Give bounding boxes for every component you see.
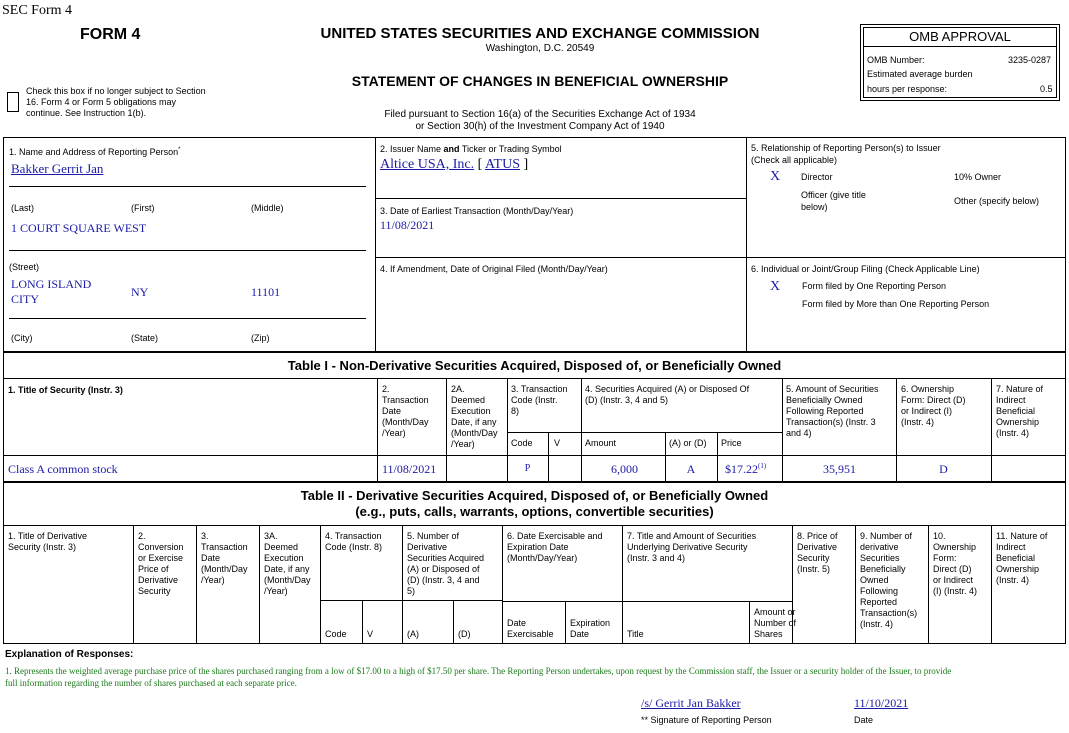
- t1-row-title: Class A common stock: [8, 462, 118, 476]
- agency-location: Washington, D.C. 20549: [485, 43, 595, 54]
- director-check-mark: X: [770, 169, 781, 184]
- t1-col-title: 1. Title of Security (Instr. 3): [8, 385, 123, 395]
- t2-sub-date-exercisable: Date Exercisable: [507, 618, 554, 639]
- officer-label-1: Officer (give title: [801, 190, 866, 200]
- zip-label: (Zip): [251, 333, 270, 343]
- t1-sub-amount: Amount: [585, 438, 617, 448]
- t1-col-acquired: 4. Securities Acquired (A) or Disposed Of (D) (Instr. 3, 4 and 5): [585, 384, 750, 405]
- state-label: (State): [131, 333, 159, 343]
- sec-form-label: SEC Form 4: [2, 3, 73, 18]
- t1-row-a-or-d: A: [686, 462, 696, 476]
- filing-label: 6. Individual or Joint/Group Filing (Check Applicable Line): [751, 264, 980, 274]
- signature-value: /s/ Gerrit Jan Bakker: [641, 696, 741, 710]
- omb-title: OMB APPROVAL: [909, 29, 1011, 44]
- table-1-title: Table I - Non-Derivative Securities Acquired, Disposed of, or Beneficially Owned: [287, 358, 782, 373]
- explanation-note-1: 1. Represents the weighted average purchase price of the shares purchased ranging from a low of $17.00 to a high of $17.50 per share. The Reporting Person undertakes, upon request by the Commission staff, the Issuer or a security holder of the Issuer, to provide full information regarding the number of shares purchased at each separate price.: [5, 666, 952, 688]
- t1-col-nature: 7. Nature of Indirect Beneficial Ownership (Instr. 4): [996, 384, 1044, 438]
- t2-sub-expiration: Expiration Date: [570, 618, 611, 639]
- state-value: NY: [131, 285, 149, 299]
- omb-burden-label1: Estimated average burden: [867, 69, 973, 79]
- earliest-transaction-date: 11/08/2021: [380, 218, 435, 232]
- t2-sub-title: Title: [627, 629, 644, 639]
- explanation-title: Explanation of Responses:: [5, 649, 134, 660]
- t1-col-deemed: 2A. Deemed Execution Date, if any (Month/Day /Year): [451, 384, 498, 449]
- statement-title: STATEMENT OF CHANGES IN BENEFICIAL OWNERSHIP: [351, 73, 729, 89]
- signature-date: 11/10/2021: [854, 696, 909, 710]
- relationship-label-2: (Check all applicable): [751, 155, 838, 165]
- filed-pursuant-line2: or Section 30(h) of the Investment Company Act of 1940: [415, 121, 665, 132]
- other-label: Other (specify below): [954, 196, 1040, 206]
- t1-sub-a-or-d: (A) or (D): [669, 438, 707, 448]
- t1-col-ownership-form: 6. Ownership Form: Direct (D) or Indirect (I) (Instr. 4): [901, 384, 966, 427]
- t2-col-title: 1. Title of Derivative Security (Instr. 3): [8, 531, 88, 552]
- reporting-person-name-link[interactable]: Bakker Gerrit Jan: [11, 161, 104, 176]
- t2-col-underlying: 7. Title and Amount of Securities Underlying Derivative Security (Instr. 3 and 4): [627, 531, 757, 563]
- middle-label: (Middle): [251, 203, 284, 213]
- director-label: Director: [801, 172, 833, 182]
- last-label: (Last): [11, 203, 35, 213]
- signature-date-label: Date: [854, 715, 874, 725]
- omb-number-label: OMB Number:: [867, 55, 925, 65]
- city-value: LONG ISLAND CITY: [11, 277, 92, 306]
- t2-sub-d: (D): [458, 629, 471, 639]
- filed-more-persons-label: Form filed by More than One Reporting Person: [802, 299, 990, 309]
- table-2-title: Table II - Derivative Securities Acquired, Disposed of, or Beneficially Owned (e.g., puts, calls, warrants, options, convertible securities): [300, 488, 769, 519]
- t2-sub-a: (A): [407, 629, 419, 639]
- t1-row-code: P: [524, 463, 531, 474]
- street-label: (Street): [9, 262, 40, 272]
- filed-pursuant-line1: Filed pursuant to Section 16(a) of the Securities Exchange Act of 1934: [384, 109, 696, 120]
- t2-col-deemed: 3A. Deemed Execution Date, if any (Month/Day /Year): [264, 531, 311, 596]
- form-title: FORM 4: [80, 26, 141, 43]
- t2-sub-amount: Amount or Number of Shares: [754, 607, 797, 639]
- section16-checkbox[interactable]: [7, 92, 19, 112]
- t2-col-conversion: 2. Conversion or Exercise Price of Derivative Security: [138, 531, 184, 596]
- ten-percent-owner-label: 10% Owner: [954, 172, 1002, 182]
- t2-col-price: 8. Price of Derivative Security (Instr. 5): [797, 531, 838, 574]
- relationship-label-1: 5. Relationship of Reporting Person(s) to Issuer: [751, 143, 941, 153]
- reporting-person-label: 1. Name and Address of Reporting Person*: [9, 147, 181, 157]
- t1-sub-price: Price: [721, 438, 742, 448]
- issuer-ticker-link[interactable]: ATUS: [484, 157, 520, 172]
- city-label: (City): [11, 333, 33, 343]
- earliest-transaction-label: 3. Date of Earliest Transaction (Month/Day/Year): [380, 206, 574, 216]
- omb-burden-label2: hours per response:: [867, 84, 948, 94]
- t2-col-date: 3. Transaction Date (Month/Day /Year): [201, 531, 248, 585]
- reporting-section: [3, 137, 1066, 352]
- t2-col-exercisable: 6. Date Exercisable and Expiration Date (Month/Day/Year): [507, 531, 603, 563]
- t2-col-number: 5. Number of Derivative Securities Acquired (A) or Disposed of (D) (Instr. 3, 4 and 5): [407, 531, 485, 596]
- t1-sub-code: Code: [511, 438, 533, 448]
- t2-col-ownership-form: 10. Ownership Form: Direct (D) or Indirect (I) (Instr. 4): [933, 531, 978, 596]
- t1-row-date: 11/08/2021: [382, 462, 437, 476]
- checkbox-text-2: 16. Form 4 or Form 5 obligations may: [26, 97, 177, 107]
- checkbox-text-1: Check this box if no longer subject to Section: [26, 86, 206, 96]
- t1-col-owned: 5. Amount of Securities Beneficially Owned Following Reported Transaction(s) (Instr. 3 and 4): [786, 384, 879, 438]
- t1-row-owned: 35,951: [823, 462, 856, 476]
- t1-row-amount: 6,000: [611, 462, 638, 476]
- t2-sub-code: Code: [325, 629, 347, 639]
- checkbox-text-3: continue. See Instruction 1(b).: [26, 108, 147, 118]
- one-person-check-mark: X: [770, 279, 781, 294]
- t1-col-code: 3. Transaction Code (Instr. 8): [511, 384, 568, 416]
- officer-label-2: below): [801, 202, 828, 212]
- amendment-label: 4. If Amendment, Date of Original Filed (Month/Day/Year): [380, 264, 608, 274]
- street-value: 1 COURT SQUARE WEST: [11, 221, 147, 235]
- t1-row-form: D: [939, 462, 948, 476]
- zip-value: 11101: [251, 285, 281, 299]
- issuer-name-row: Altice USA, Inc. [ ATUS ]: [380, 157, 529, 172]
- t2-col-owned: 9. Number of derivative Securities Beneficially Owned Following Reported Transaction(s) (Instr. 4): [860, 531, 918, 629]
- t1-sub-v: V: [554, 438, 561, 448]
- first-label: (First): [131, 203, 155, 213]
- omb-burden-value: 0.5: [1040, 84, 1053, 94]
- issuer-name-link[interactable]: Altice USA, Inc.: [380, 157, 475, 172]
- signature-label: ** Signature of Reporting Person: [641, 715, 772, 725]
- t1-col-date: 2. Transaction Date (Month/Day /Year): [382, 384, 429, 438]
- issuer-label: 2. Issuer Name and Ticker or Trading Symbol: [380, 144, 562, 154]
- t1-row-price: $17.22$^{(1)}$: [725, 462, 767, 476]
- t2-sub-v: V: [367, 629, 374, 639]
- agency-title: UNITED STATES SECURITIES AND EXCHANGE COMMISSION: [320, 25, 760, 42]
- filed-one-person-label: Form filed by One Reporting Person: [802, 281, 947, 291]
- t2-col-code: 4. Transaction Code (Instr. 8): [325, 531, 383, 552]
- omb-number-value: 3235-0287: [1008, 55, 1052, 65]
- t2-col-nature: 11. Nature of Indirect Beneficial Ownership (Instr. 4): [996, 531, 1048, 585]
